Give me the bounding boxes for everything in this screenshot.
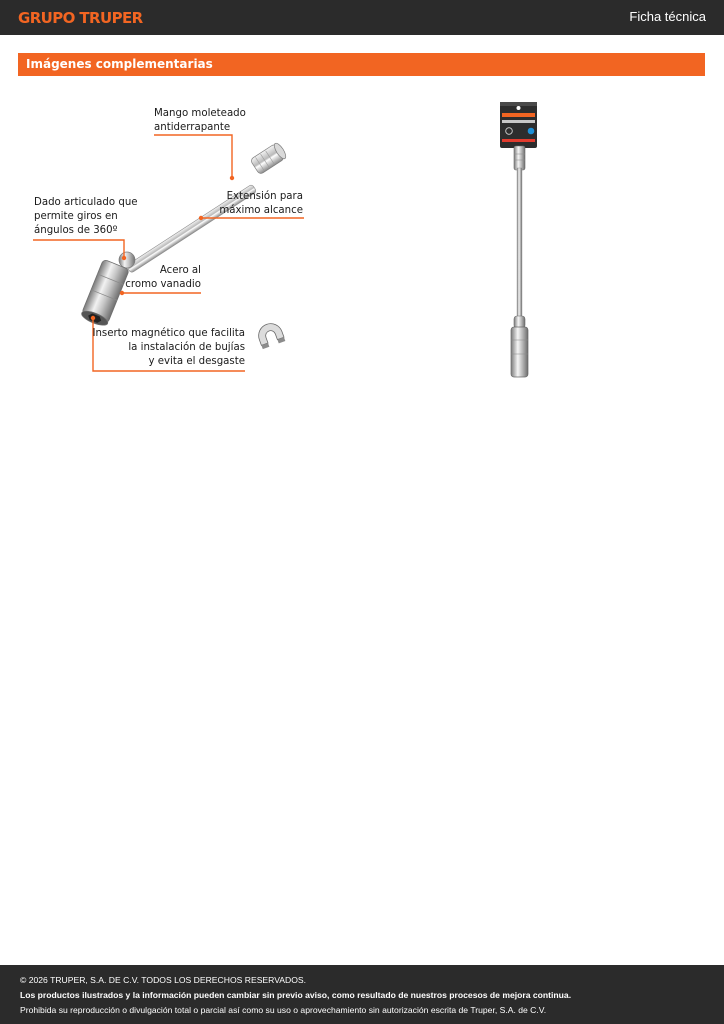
- magnet-icon: [255, 320, 285, 349]
- packaged-tool-photo: [492, 98, 548, 383]
- package-shaft: [517, 168, 522, 318]
- brand-logo: GRUPO TRUPER: [18, 9, 143, 27]
- callout-extension: Extensión para máximo alcance: [219, 191, 303, 216]
- footer-prohibition: Prohibida su reproducción o divulgación total o parcial así como su uso o aprovechamiento sin autorización escrita de Truper, S.A. de C.V.: [20, 1005, 547, 1015]
- section-title: Imágenes complementarias: [26, 57, 213, 71]
- header-bar: [0, 0, 724, 35]
- annotated-tool-illustration: [25, 100, 315, 385]
- package-socket: [511, 327, 528, 377]
- footer-copyright: © 2026 TRUPER, S.A. DE C.V. TODOS LOS DERECHOS RESERVADOS.: [20, 975, 307, 985]
- callout-insert: Inserto magnético que facilita la instalación de bujías y evita el desgaste: [92, 328, 245, 367]
- document-type: Ficha técnica: [629, 9, 706, 24]
- footer-notice: Los productos ilustrados y la información pueden cambiar sin previo aviso, como resultado de nuestros procesos de mejora continua.: [20, 990, 572, 1000]
- callout-handle: Mango moleteado antiderrapante: [154, 108, 246, 133]
- packaged-wrench-drawing: [492, 98, 548, 383]
- tool-handle-end: [250, 142, 288, 175]
- footer: [0, 965, 724, 1024]
- callout-socket: Dado articulado que permite giros en ángulos de 360º: [34, 197, 138, 236]
- section-header: [18, 53, 705, 76]
- callout-material: Acero al cromo vanadio: [125, 265, 201, 290]
